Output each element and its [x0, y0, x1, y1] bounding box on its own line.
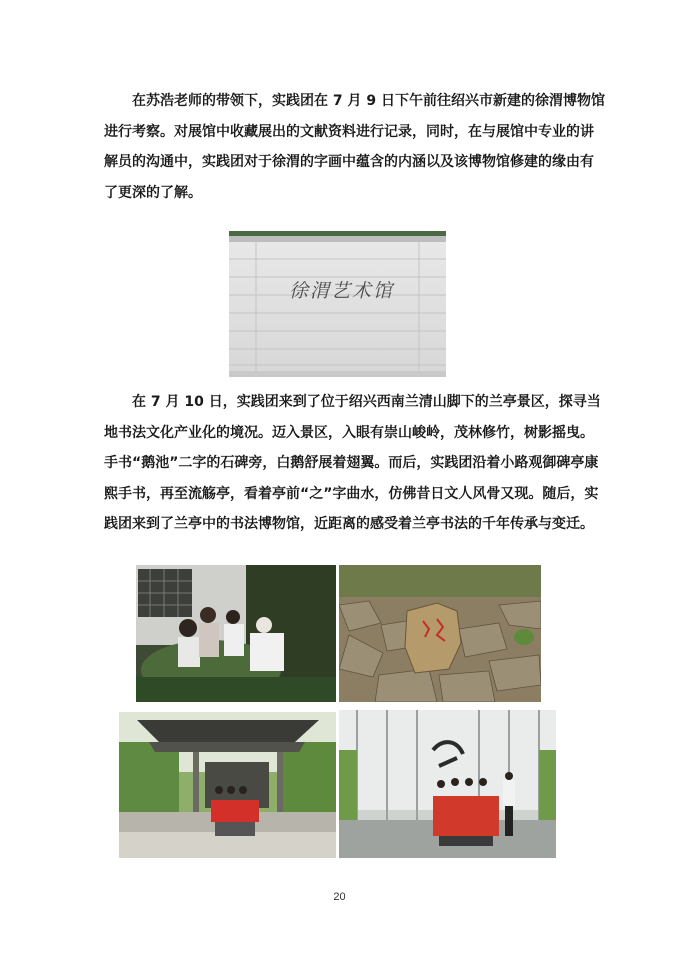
text-line: 在苏浩老师的带领下，实践团在 7 月 9 日下午前往绍兴市新建的徐渭博物馆 [132, 93, 605, 109]
red-inscribed-stone-photo [339, 565, 541, 702]
museum-sign-photo [229, 231, 446, 377]
paragraph-xu-wei-museum [104, 86, 605, 208]
text-line: 践团来到了兰亭中的书法博物馆，近距离的感受着兰亭书法的千年传承与变迁。 [104, 516, 594, 532]
text-line: 手书“鹅池”二字的石碑旁，白鹅舒展着翅翼。而后，实践团沿着小路观御碑亭康 [104, 455, 599, 471]
page-number: 20 [333, 891, 346, 903]
text-line: 地书法文化产业化的境况。迈入景区，入眼有崇山峻岭，茂林修竹，树影摇曳。 [104, 424, 594, 441]
group-banner-museum-photo [339, 710, 556, 858]
text-line: 解员的沟通中，实践团对于徐渭的字画中蕴含的内涵以及该博物馆修建的缘由有 [104, 154, 594, 170]
museum-inscription: 徐渭艺术馆 [289, 280, 395, 302]
paragraph-lanting-visit [104, 387, 601, 540]
group-banner-pavilion-photo [119, 712, 336, 858]
text-line: 在 7 月 10 日，实践团来到了位于绍兴西南兰清山脚下的兰亭景区，探寻当 [132, 394, 601, 410]
text-line: 熙手书，再至流觞亭，看着亭前“之”字曲水，仿佛昔日文人风骨又现。随后，实 [104, 485, 599, 502]
text-line: 进行考察。对展馆中收藏展出的文献资料进行记录，同时，在与展馆中专业的讲 [104, 123, 594, 140]
text-line: 了更深的了解。 [104, 184, 202, 201]
group-pavilion-window-photo [136, 565, 336, 702]
